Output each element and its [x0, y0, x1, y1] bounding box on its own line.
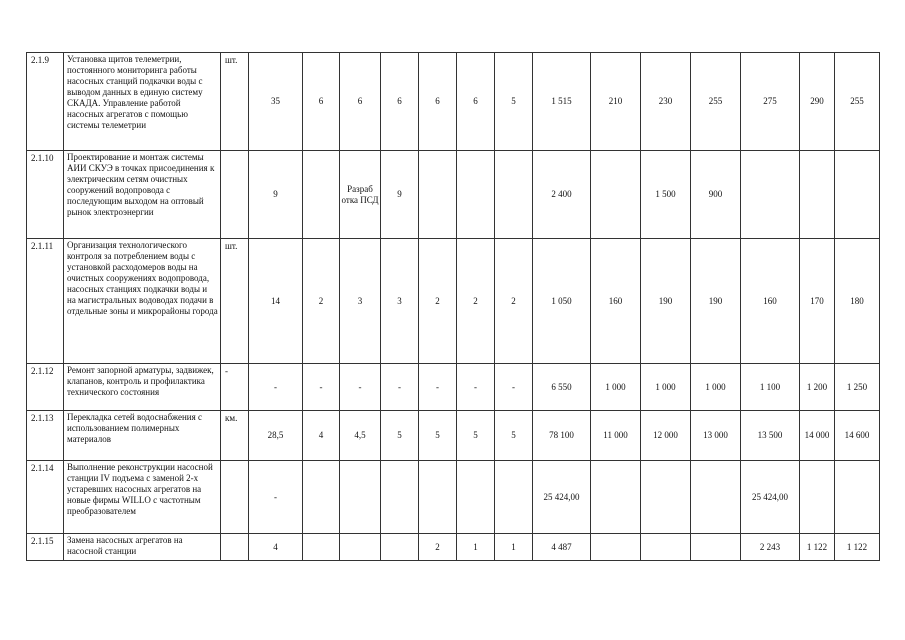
value-cell — [381, 534, 419, 561]
value-cell: 900 — [691, 151, 741, 239]
value-cell: 4 — [249, 534, 303, 561]
value-cell — [495, 461, 533, 534]
value-cell: 5 — [495, 53, 533, 151]
value-cell: - — [495, 364, 533, 411]
value-cell: 210 — [591, 53, 641, 151]
row-name-cell: Проектирование и монтаж системы АИИ СКУЭ в точках присоединения к электрическим сетям очистных сооружений водопровода с последующим выходом на оптовый рынок электроэнергии — [64, 151, 221, 239]
value-cell: 160 — [591, 239, 641, 364]
row-number-cell: 2.1.11 — [27, 239, 64, 364]
value-cell: - — [419, 364, 457, 411]
value-cell: 25 424,00 — [741, 461, 800, 534]
value-cell: 25 424,00 — [533, 461, 591, 534]
value-cell — [800, 151, 835, 239]
value-cell: 11 000 — [591, 411, 641, 461]
value-cell: 230 — [641, 53, 691, 151]
value-cell: 13 500 — [741, 411, 800, 461]
row-unit-cell: км. — [221, 411, 249, 461]
value-cell — [591, 461, 641, 534]
table-row — [27, 239, 880, 364]
table-row — [27, 53, 880, 151]
value-cell: 1 000 — [691, 364, 741, 411]
table-row — [27, 411, 880, 461]
value-cell: 1 — [457, 534, 495, 561]
table-row — [27, 534, 880, 561]
value-cell: 1 100 — [741, 364, 800, 411]
value-cell: 2 — [419, 534, 457, 561]
value-cell: 14 — [249, 239, 303, 364]
value-cell: 6 — [303, 53, 340, 151]
value-cell — [691, 461, 741, 534]
value-cell: 4,5 — [340, 411, 381, 461]
row-name-cell: Организация технологического контроля за потреблением воды с установкой расходомеров воды на очистных сооружениях водопровода, насосных станциях подкачки воды и на магистральных водоводах подачи в отдельные зоны и микрорайоны города — [64, 239, 221, 364]
value-cell — [691, 534, 741, 561]
value-cell — [340, 534, 381, 561]
value-cell: 6 — [457, 53, 495, 151]
row-number-cell: 2.1.15 — [27, 534, 64, 561]
value-cell: 1 — [495, 534, 533, 561]
row-name-cell: Выполнение реконструкции насосной станции IV подъема с заменой 2-х устаревших насосных агрегатов на новые фирмы WILLO с частотным преобразователем — [64, 461, 221, 534]
value-cell: 3 — [381, 239, 419, 364]
value-cell — [591, 151, 641, 239]
value-cell: 160 — [741, 239, 800, 364]
value-cell: 2 400 — [533, 151, 591, 239]
value-cell — [641, 534, 691, 561]
value-cell: 190 — [641, 239, 691, 364]
value-cell: 1 122 — [800, 534, 835, 561]
value-cell: 14 600 — [835, 411, 880, 461]
row-number-cell: 2.1.9 — [27, 53, 64, 151]
value-cell: 78 100 — [533, 411, 591, 461]
value-cell: - — [249, 364, 303, 411]
value-cell: 5 — [457, 411, 495, 461]
value-cell — [303, 151, 340, 239]
value-cell: 1 050 — [533, 239, 591, 364]
value-cell: - — [381, 364, 419, 411]
table-row — [27, 461, 880, 534]
value-cell — [303, 534, 340, 561]
value-cell: 2 243 — [741, 534, 800, 561]
value-cell: 1 500 — [641, 151, 691, 239]
value-cell — [381, 461, 419, 534]
value-cell: - — [249, 461, 303, 534]
value-cell — [303, 461, 340, 534]
value-cell: 170 — [800, 239, 835, 364]
value-cell: 1 515 — [533, 53, 591, 151]
value-cell: 6 550 — [533, 364, 591, 411]
value-cell: 255 — [691, 53, 741, 151]
value-cell: 35 — [249, 53, 303, 151]
row-name-cell: Ремонт запорной арматуры, задвижек, клапанов, контроль и профилактика технического состояния — [64, 364, 221, 411]
table-row — [27, 151, 880, 239]
row-unit-cell — [221, 151, 249, 239]
value-cell: 13 000 — [691, 411, 741, 461]
value-cell: 255 — [835, 53, 880, 151]
value-cell — [457, 461, 495, 534]
value-cell — [591, 534, 641, 561]
value-cell: - — [457, 364, 495, 411]
value-cell: - — [340, 364, 381, 411]
value-cell: 4 487 — [533, 534, 591, 561]
value-cell: 290 — [800, 53, 835, 151]
value-cell — [495, 151, 533, 239]
value-cell: 5 — [495, 411, 533, 461]
value-cell: 14 000 — [800, 411, 835, 461]
row-unit-cell — [221, 534, 249, 561]
value-cell — [741, 151, 800, 239]
table-row — [27, 364, 880, 411]
row-name-cell: Замена насосных агрегатов на насосной станции — [64, 534, 221, 561]
value-cell: 180 — [835, 239, 880, 364]
value-cell: 6 — [340, 53, 381, 151]
value-cell: Разраб отка ПСД — [340, 151, 381, 239]
value-cell — [641, 461, 691, 534]
value-cell — [835, 151, 880, 239]
value-cell: 2 — [495, 239, 533, 364]
value-cell — [835, 461, 880, 534]
value-cell: 4 — [303, 411, 340, 461]
value-cell: 6 — [419, 53, 457, 151]
value-cell: 1 250 — [835, 364, 880, 411]
value-cell: 12 000 — [641, 411, 691, 461]
value-cell: 5 — [419, 411, 457, 461]
value-cell: 275 — [741, 53, 800, 151]
value-cell: 1 122 — [835, 534, 880, 561]
value-cell: 28,5 — [249, 411, 303, 461]
value-cell: 2 — [457, 239, 495, 364]
value-cell — [340, 461, 381, 534]
value-cell: 1 000 — [591, 364, 641, 411]
value-cell: - — [303, 364, 340, 411]
value-cell — [419, 461, 457, 534]
value-cell: 1 200 — [800, 364, 835, 411]
row-number-cell: 2.1.14 — [27, 461, 64, 534]
value-cell — [419, 151, 457, 239]
row-number-cell: 2.1.10 — [27, 151, 64, 239]
value-cell: 3 — [340, 239, 381, 364]
value-cell: 190 — [691, 239, 741, 364]
value-cell: 6 — [381, 53, 419, 151]
value-cell — [800, 461, 835, 534]
value-cell: 1 000 — [641, 364, 691, 411]
row-name-cell: Перекладка сетей водоснабжения с использованием полимерных материалов — [64, 411, 221, 461]
value-cell: 5 — [381, 411, 419, 461]
row-number-cell: 2.1.13 — [27, 411, 64, 461]
row-unit-cell: - — [221, 364, 249, 411]
value-cell: 9 — [249, 151, 303, 239]
row-number-cell: 2.1.12 — [27, 364, 64, 411]
document-table — [26, 52, 880, 561]
value-cell: 2 — [303, 239, 340, 364]
value-cell: 9 — [381, 151, 419, 239]
row-unit-cell — [221, 461, 249, 534]
value-cell — [457, 151, 495, 239]
row-unit-cell: шт. — [221, 53, 249, 151]
row-name-cell: Установка щитов телеметрии, постоянного мониторинга работы насосных станций подкачки воды с выводом данных в единую систему СКАДА. Управление работой насосных агрегатов с помощью системы телеметрии — [64, 53, 221, 151]
row-unit-cell: шт. — [221, 239, 249, 364]
value-cell: 2 — [419, 239, 457, 364]
